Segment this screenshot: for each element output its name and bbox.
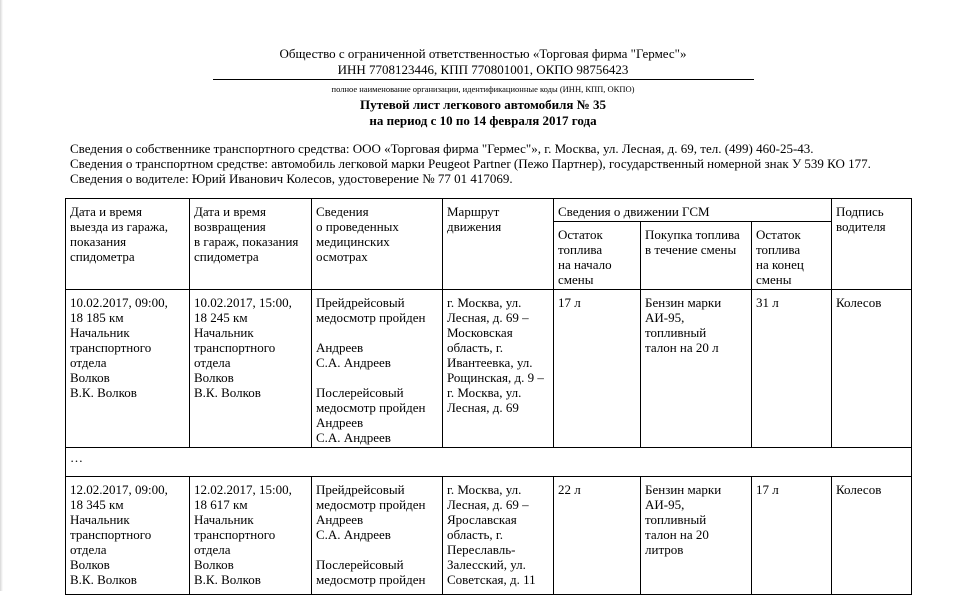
row1-return: 10.02.2017, 15:00, 18 245 км Начальник транспортного отдела Волков В.К. Волков	[190, 290, 312, 448]
table-header-row	[66, 199, 912, 222]
table-row	[66, 477, 912, 595]
row2-departure: 12.02.2017, 09:00, 18 345 км Начальник транспортного отдела Волков В.К. Волков	[66, 477, 190, 595]
header-rule	[213, 79, 754, 80]
vehicle-info: Сведения о транспортном средстве: автомобиль легковой марки Peugeot Partner (Пежо Партнер), государственный номерной знак У 539 КО 177.	[70, 156, 871, 171]
col-header-fuel-purchase: Покупка топлива в течение смены	[641, 222, 752, 290]
driver-info: Сведения о водителе: Юрий Иванович Колесов, удостоверение № 77 01 417069.	[70, 171, 513, 186]
owner-info: Сведения о собственнике транспортного средства: ООО «Торговая фирма "Гермес"», г. Москва, ул. Лесная, д. 69, тел. (499) 460-25-43.	[70, 141, 814, 156]
row1-medical: Прейдрейсовый медосмотр пройден Андреев С.А. Андреев Послерейсовый медосмотр пройден Андреев С.А. Андреев	[312, 290, 443, 448]
row1-signature: Колесов	[832, 290, 912, 448]
row1-departure: 10.02.2017, 09:00, 18 185 км Начальник транспортного отдела Волков В.К. Волков	[66, 290, 190, 448]
col-header-medical: Сведения о проведенных медицинских осмотрах	[312, 199, 443, 290]
row2-route: г. Москва, ул. Лесная, д. 69 – Ярославская область, г. Переславль- Залесский, ул. Советская, д. 11	[443, 477, 554, 595]
row2-signature: Колесов	[832, 477, 912, 595]
col-header-signature: Подпись водителя	[832, 199, 912, 290]
col-header-fuel-end: Остаток топлива на конец смены	[752, 222, 832, 290]
row1-fuel-start: 17 л	[554, 290, 641, 448]
ellipsis-row: …	[66, 448, 912, 477]
row2-fuel-end: 17 л	[752, 477, 832, 595]
col-header-fuel-group: Сведения о движении ГСМ	[554, 199, 832, 222]
col-header-route: Маршрут движения	[443, 199, 554, 290]
col-header-departure: Дата и время выезда из гаража, показания спидометра	[66, 199, 190, 290]
document-title: Путевой лист легкового автомобиля № 35	[359, 97, 607, 112]
row2-return: 12.02.2017, 15:00, 18 617 км Начальник транспортного отдела Волков В.К. Волков	[190, 477, 312, 595]
row2-medical: Прейдрейсовый медосмотр пройден Андреев С.А. Андреев Послерейсовый медосмотр пройден	[312, 477, 443, 595]
document-period: на период с 10 по 14 февраля 2017 года	[369, 113, 597, 128]
waybill-table	[65, 198, 912, 595]
col-header-fuel-start: Остаток топлива на начало смены	[554, 222, 641, 290]
row1-fuel-purchase: Бензин марки АИ-95, топливный талон на 20 л	[641, 290, 752, 448]
row2-fuel-start: 22 л	[554, 477, 641, 595]
col-header-return: Дата и время возвращения в гараж, показания спидометра	[190, 199, 312, 290]
row1-route: г. Москва, ул. Лесная, д. 69 – Московская область, г. Ивантеевка, ул. Рощинская, д. 9 – г. Москва, ул. Лесная, д. 69	[443, 290, 554, 448]
row1-fuel-end: 31 л	[752, 290, 832, 448]
organization-name: Общество с ограниченной ответственностью «Торговая фирма "Гермес"»	[279, 46, 687, 61]
codes-caption: полное наименование организации, идентификационные коды (ИНН, КПП, ОКПО)	[331, 84, 635, 94]
table-row	[66, 290, 912, 448]
table-gap-row	[66, 448, 912, 477]
organization-codes: ИНН 7708123446, КПП 770801001, ОКПО 98756423	[337, 62, 629, 77]
row2-fuel-purchase: Бензин марки АИ-95, топливный талон на 20 литров	[641, 477, 752, 595]
